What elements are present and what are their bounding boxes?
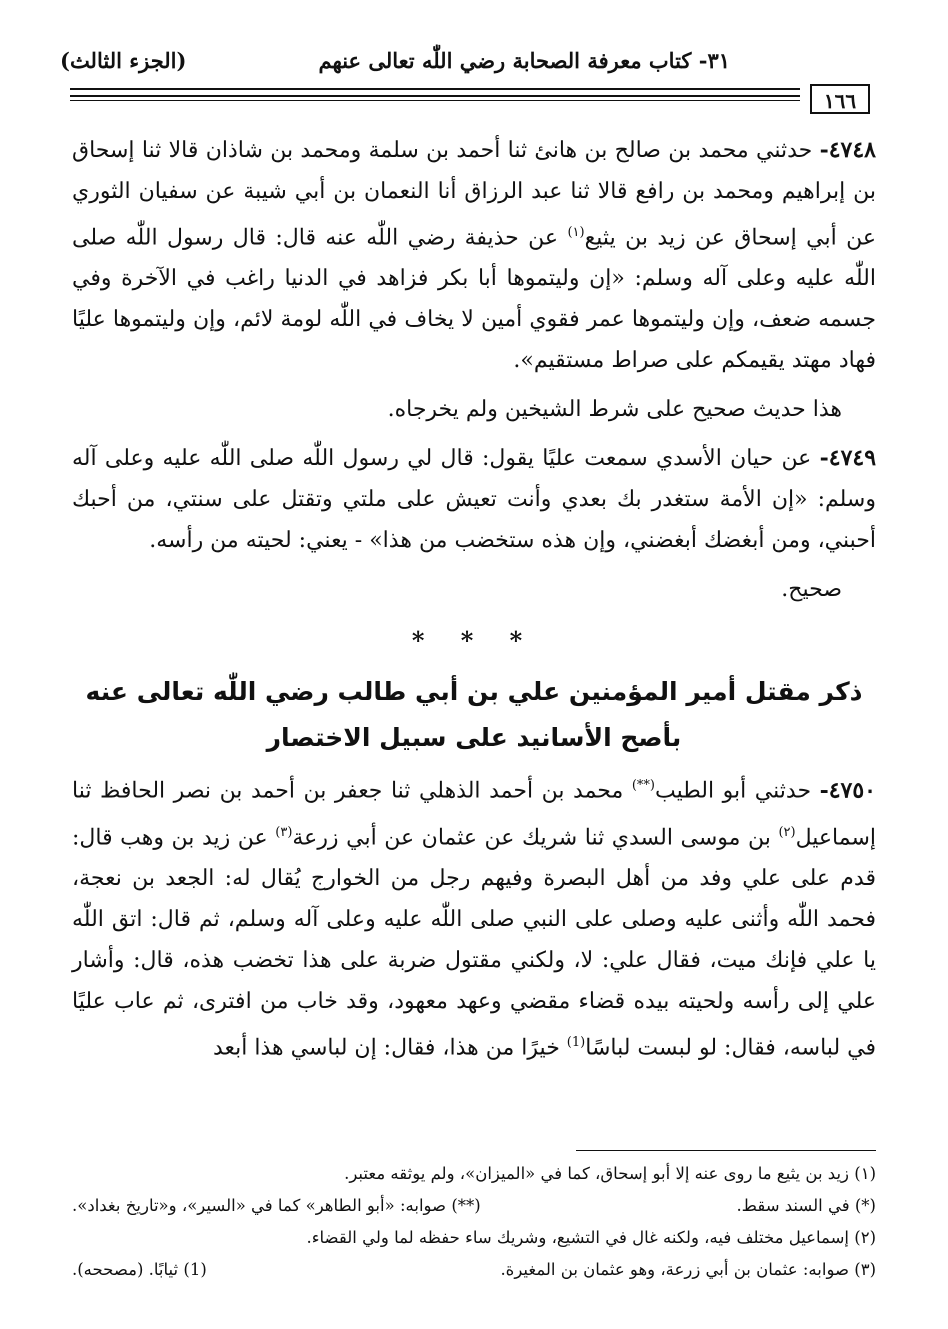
- hadith-text: حدثني محمد بن صالح بن هانئ ثنا أحمد بن سلمة ومحمد بن شاذان قالا ثنا إسحاق بن إبراهيم ومحمد بن رافع قالا ثنا عبد الرزاق أنا النعمان بن أبي شيبة عن سفيان الثوري عن أبي إسحاق عن زيد بن يثيع: [72, 138, 876, 251]
- hadith-text: خيرًا من هذا، فقال: إن لباسي هذا أبعد: [212, 1035, 560, 1061]
- hadith-4749: [72, 438, 876, 561]
- hadith-number: ٤٧٥٠-: [819, 777, 876, 804]
- running-header: [60, 40, 880, 82]
- hadith-text: محمد بن أحمد الذهلي ثنا جعفر بن أحمد بن نصر الحافظ ثنا إسماعيل: [72, 778, 876, 850]
- hadith-text: عن زيد بن وهب قال: قدم على علي وفد من أهل البصرة وفيهم رجل من الخوارج يُقال له: الجعد بن نعجة، فحمد اللّٰه وأثنى عليه وصلى على النبي صلى اللّٰه عليه وعلى آله وسلم، ثم قال: اتق اللّٰه يا علي فإنك ميت، فقال علي: لا، ولكني مقتول ضربة على هذا تخضب هذه، قال: وأشار علي إلى رأسه ولحيته بيده قضاء مقضي وعهد معهود، وقد خاب من افترى، ثم عاب عليًا في لباسه، فقال: لو لبست لباسًا: [72, 824, 876, 1061]
- section-separator: * * *: [411, 626, 537, 656]
- header-thin-rule: [70, 100, 800, 101]
- footnote-1: (١) زيد بن يثيع ما روى عنه إلا أبو إسحاق، كما في «الميزان»، ولم يوثقه معتبر.: [344, 1164, 876, 1183]
- footnote-r1: (1) ثيابًا. (مصححه).: [72, 1260, 207, 1279]
- footnote-separator: [576, 1150, 876, 1151]
- book-title: ٣١- كتاب معرفة الصحابة رضي اللّٰه تعالى عنهم: [318, 48, 730, 73]
- hadith-text-cont: عن حذيفة رضي اللّٰه عنه قال: قال رسول اللّٰه صلى اللّٰه عليه وعلى آله وسلم: «إن وليتموها أبا بكر فزاهد في الدنيا راغب في الآخرة وفي جسمه ضعف، وإن وليتموها عمر فقوي أمين لا يخاف في اللّٰه لومة لائم، وإن وليتموها عليًا فهاد مهتد يقيمكم على صراط مستقيم».: [72, 225, 876, 374]
- hadith-text: بن موسى السدي ثنا شريك عن عثمان عن أبي زرعة: [292, 824, 771, 850]
- volume-label: (الجزء الثالث): [60, 48, 187, 73]
- section-title: [72, 669, 876, 761]
- hadith-4748: [72, 130, 876, 381]
- header-double-rule: [70, 88, 800, 97]
- footnote-3: (٣) صوابه: عثمان بن أبي زرعة، وهو عثمان بن المغيرة.: [500, 1260, 876, 1279]
- footnote-ref: (**): [631, 778, 655, 794]
- hadith-number: ٤٧٤٨-: [819, 137, 876, 163]
- footnote-ref: (٣): [275, 824, 293, 840]
- hadith-grading: صحيح.: [781, 577, 842, 603]
- footnote-2: (٢) إسماعيل مختلف فيه، ولكنه غال في التشيع، وشريك ساء حفظه لما ولي القضاء.: [306, 1228, 876, 1247]
- hadith-text: حدثني أبو الطيب: [655, 778, 812, 804]
- page-number: ١٦٦: [810, 84, 870, 114]
- hadith-4750: [72, 765, 876, 1068]
- footnote-ref: (1): [566, 1034, 586, 1050]
- footnotes: [72, 1158, 876, 1286]
- footnote-star2: (**) صوابه: «أبو الطاهر» كما في «السير»، و«تاريخ بغداد».: [72, 1196, 481, 1215]
- hadith-grading: هذا حديث صحيح على شرط الشيخين ولم يخرجاه.: [387, 397, 842, 423]
- hadith-number: ٤٧٤٩-: [819, 445, 877, 472]
- footnote-row: [72, 1254, 876, 1286]
- section-title-line1: ذكر مقتل أمير المؤمنين علي بن أبي طالب رضي اللّٰه تعالى عنه: [85, 677, 863, 707]
- footnote-star: (*) في السند سقط.: [736, 1196, 876, 1215]
- footnote-ref: (٢): [778, 824, 796, 840]
- footnote-row: [72, 1190, 876, 1222]
- footnote-ref: (١): [567, 225, 585, 240]
- section-title-line2: بأصح الأسانيد على سبيل الاختصار: [266, 723, 682, 753]
- hadith-text: عن حيان الأسدي سمعت عليًا يقول: قال لي رسول اللّٰه صلى اللّٰه عليه وعلى آله وسلم: «إن الأمة ستغدر بك بعدي وأنت تعيش على ملتي وتقتل على سنتي، من أحبك أحبني، ومن أبغضك أبغضني، وإن هذه ستخضب من هذا» - يعني: لحيته من رأسه.: [72, 446, 876, 554]
- main-text: [72, 130, 876, 1076]
